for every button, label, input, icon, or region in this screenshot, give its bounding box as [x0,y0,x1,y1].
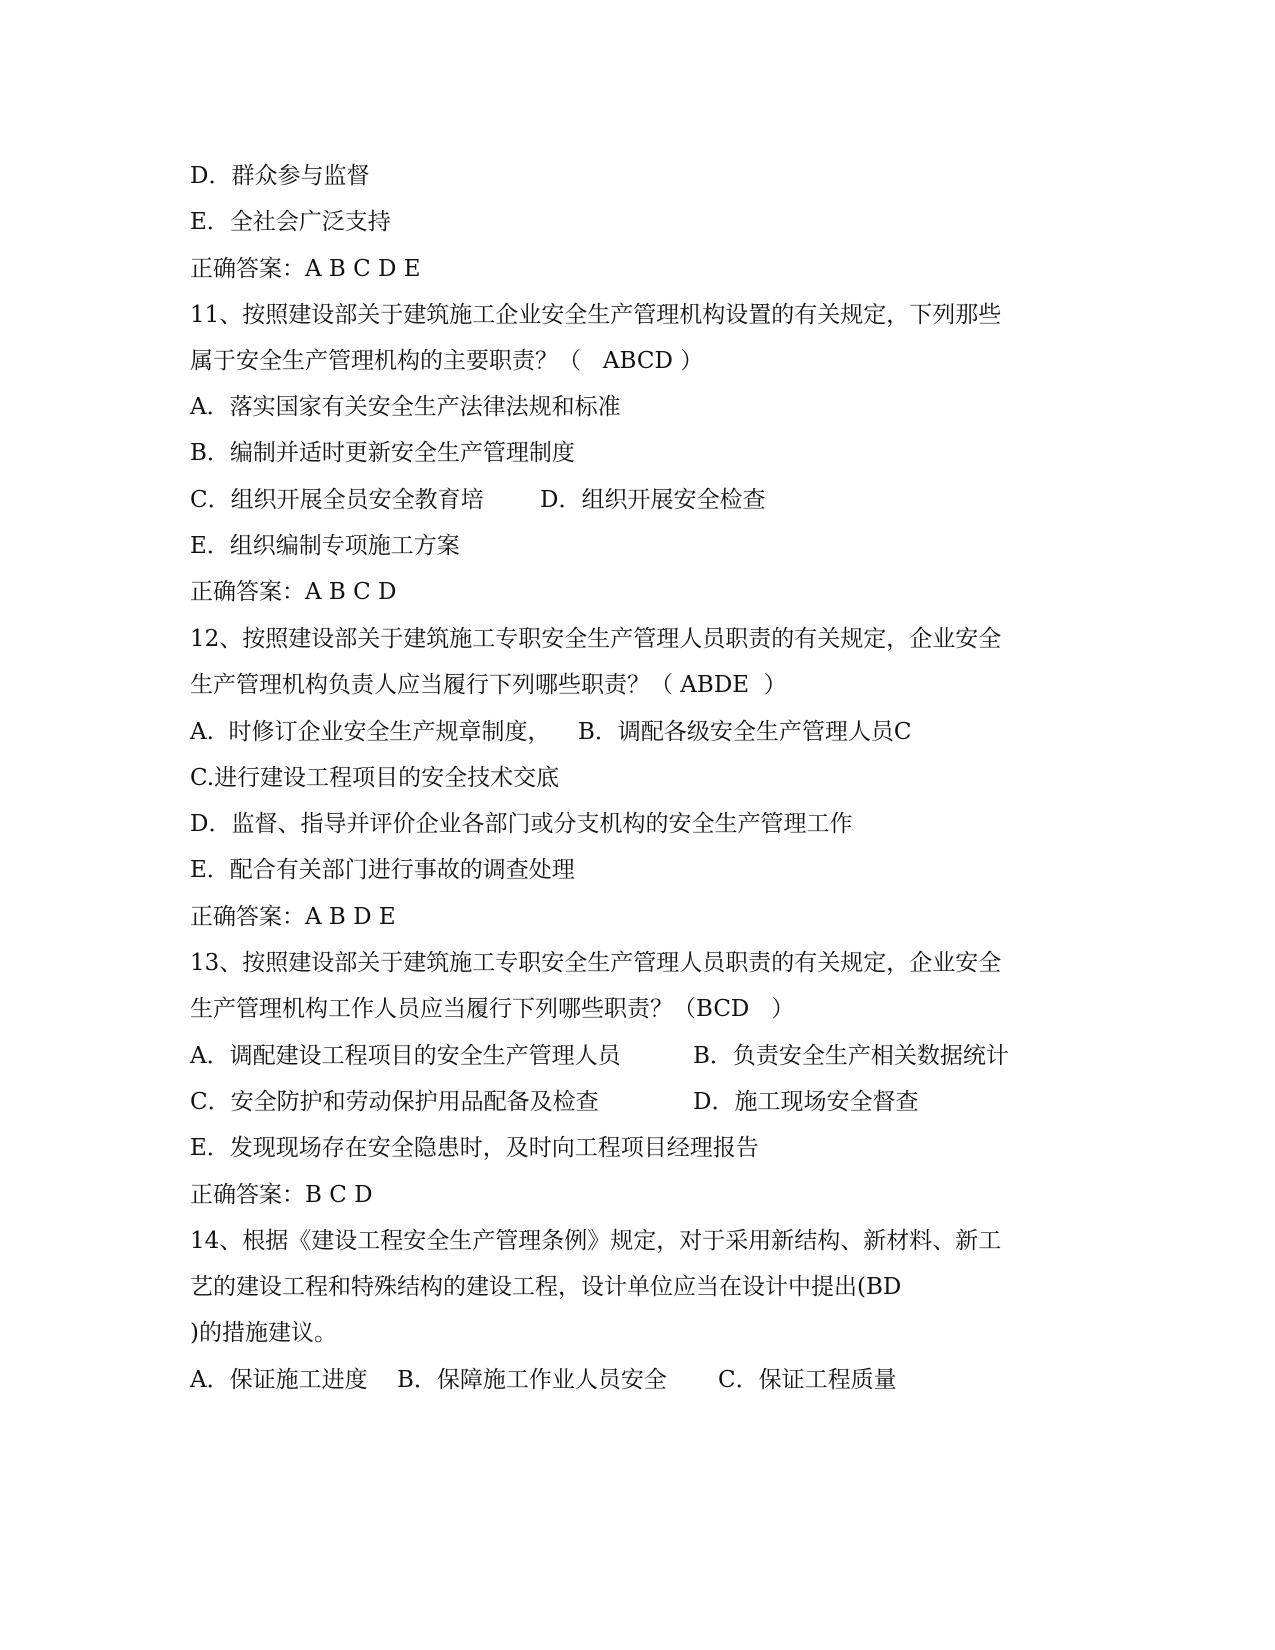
question-13-line-1: 13、按照建设部关于建筑施工专职安全生产管理人员职责的有关规定，企业安全 [190,950,1002,976]
option-e-q13: E．发现现场存在安全隐患时，及时向工程项目经理报告 [190,1135,759,1161]
option-a-q14: A．保证施工进度 [190,1367,368,1393]
answer-q13: 正确答案：B C D [190,1182,373,1208]
option-d-q10: D．群众参与监督 [190,163,370,189]
option-c-q11: C．组织开展全员安全教育培 [190,487,484,513]
option-c-q14: C．保证工程质量 [718,1367,897,1393]
answer-q10: 正确答案：A B C D E [190,256,421,282]
option-d-q13: D．施工现场安全督查 [693,1089,919,1115]
question-13-line-2: 生产管理机构工作人员应当履行下列哪些职责？（BCD ） [190,996,795,1022]
question-11-line-2: 属于安全生产管理机构的主要职责？（ ABCD ） [190,348,704,374]
question-11-line-1: 11、按照建设部关于建筑施工企业安全生产管理机构设置的有关规定，下列那些 [190,302,1002,328]
option-e-q10: E．全社会广泛支持 [190,209,391,235]
question-12-line-2: 生产管理机构负责人应当履行下列哪些职责？（ ABDE ） [190,672,787,698]
option-b-q14: B．保障施工作业人员安全 [397,1367,667,1393]
option-a-q13: A．调配建设工程项目的安全生产管理人员 [190,1043,621,1069]
option-b-q13: B．负责安全生产相关数据统计 [693,1043,1009,1069]
option-e-q11: E．组织编制专项施工方案 [190,533,460,559]
option-c-q12: C.进行建设工程项目的安全技术交底 [190,765,560,791]
option-d-q11: D．组织开展安全检查 [540,487,766,513]
option-b-q11: B．编制并适时更新安全生产管理制度 [190,440,575,466]
option-c-q13: C．安全防护和劳动保护用品配备及检查 [190,1089,599,1115]
answer-q11: 正确答案：A B C D [190,579,397,605]
question-12-line-1: 12、按照建设部关于建筑施工专职安全生产管理人员职责的有关规定，企业安全 [190,626,1002,652]
question-14-line-3: )的措施建议。 [190,1320,337,1346]
option-b-q12: B．调配各级安全生产管理人员C [578,719,912,745]
question-14-line-2: 艺的建设工程和特殊结构的建设工程，设计单位应当在设计中提出(BD [190,1274,902,1300]
answer-q12: 正确答案：A B D E [190,904,396,930]
question-14-line-1: 14、根据《建设工程安全生产管理条例》规定，对于采用新结构、新材料、新工 [190,1228,1002,1254]
option-a-q12: A. 时修订企业安全生产规章制度， [190,719,551,745]
option-a-q11: A．落实国家有关安全生产法律法规和标准 [190,394,621,420]
option-e-q12: E．配合有关部门进行事故的调查处理 [190,857,575,883]
option-d-q12: D．监督、指导并评价企业各部门或分支机构的安全生产管理工作 [190,811,853,837]
